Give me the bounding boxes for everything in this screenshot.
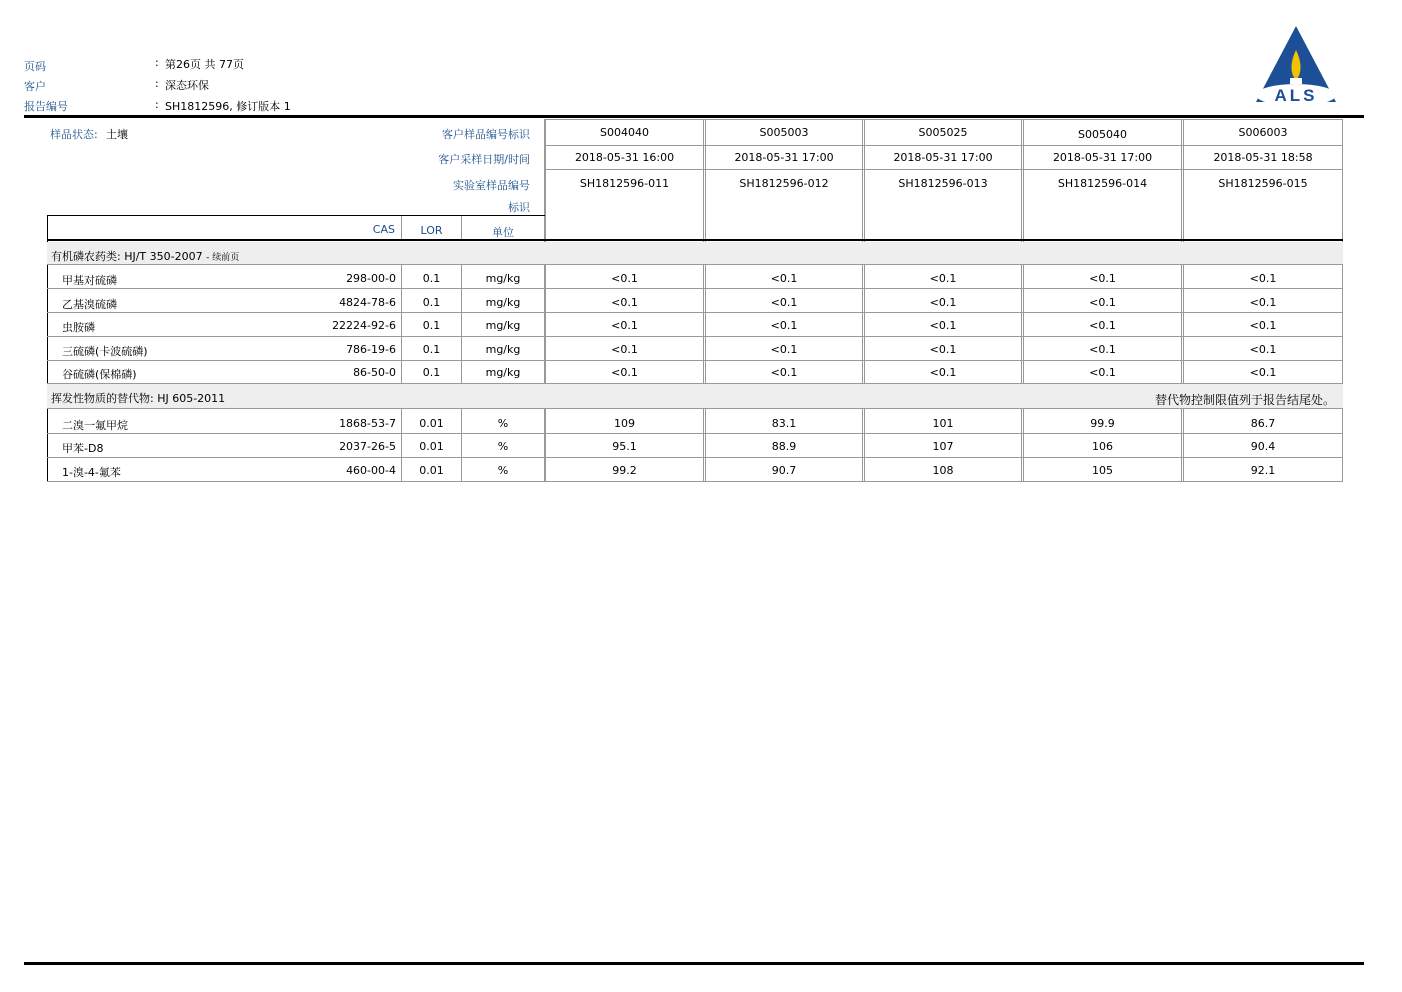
report-number-colon: : — [155, 98, 159, 111]
lor-header: LOR — [420, 224, 443, 237]
result-value: <0.1 — [611, 319, 638, 332]
result-value: 107 — [932, 440, 954, 453]
sample-id: S004040 — [600, 126, 649, 139]
section-title-text: 有机磷农药类: HJ/T 350-2007 — [51, 250, 203, 263]
logo-text: ALS — [1274, 86, 1318, 105]
result-value: <0.1 — [929, 319, 957, 332]
result-value: <0.1 — [611, 272, 638, 285]
result-value: <0.1 — [929, 272, 957, 285]
result-value: 108 — [932, 464, 954, 477]
result-value: 105 — [1092, 464, 1113, 477]
sample-id: S005003 — [759, 126, 809, 139]
lab-sample-number: SH1812596-013 — [898, 177, 988, 190]
sample-id: S005040 — [1078, 128, 1127, 141]
result-value: 90.7 — [771, 464, 797, 477]
lab-sample-number: SH1812596-012 — [739, 177, 829, 190]
client-colon: : — [155, 77, 159, 90]
cas-number: 22224-92-6 — [332, 319, 396, 332]
result-value: 95.1 — [612, 440, 637, 453]
section-title-surrogates: 挥发性物质的替代物: HJ 605-2011 — [51, 392, 226, 405]
unit-value: % — [497, 464, 509, 477]
cas-number: 298-00-0 — [346, 272, 396, 285]
result-value: 109 — [614, 417, 635, 430]
result-value: <0.1 — [1249, 296, 1277, 309]
sample-date: 2018-05-31 17:00 — [734, 151, 834, 164]
unit-value: mg/kg — [485, 272, 521, 285]
result-value: <0.1 — [1089, 343, 1116, 356]
result-value: <0.1 — [1089, 296, 1116, 309]
sample-date: 2018-05-31 18:58 — [1213, 151, 1313, 164]
lab-sample-id-label: 实验室样品编号 — [453, 179, 530, 192]
result-value: 99.9 — [1090, 417, 1115, 430]
lor-value: 0.01 — [419, 464, 444, 477]
sample-state-label: 样品状态: — [50, 128, 98, 141]
unit-value: mg/kg — [485, 343, 521, 356]
unit-value: % — [497, 417, 509, 430]
result-value: <0.1 — [1249, 366, 1277, 379]
als-logo-icon — [1252, 22, 1340, 108]
client-sample-id-label: 客户样品编号标识 — [442, 128, 530, 141]
result-value: 86.7 — [1250, 417, 1276, 430]
lor-value: 0.1 — [422, 296, 441, 309]
sample-date: 2018-05-31 17:00 — [893, 151, 993, 164]
result-value: <0.1 — [770, 296, 798, 309]
result-value: <0.1 — [770, 366, 798, 379]
unit-header: 单位 — [492, 226, 514, 239]
result-value: <0.1 — [611, 296, 638, 309]
compound-name: 乙基溴硫磷 — [62, 298, 117, 311]
report-number-value: SH1812596, 修订版本 1 — [165, 100, 291, 113]
cas-number: 786-19-6 — [346, 343, 396, 356]
unit-value: % — [497, 440, 509, 453]
result-value: <0.1 — [1249, 272, 1277, 285]
unit-value: mg/kg — [485, 366, 521, 379]
lab-sample-number: SH1812596-014 — [1057, 177, 1148, 190]
lab-sample-id-label-2: 标识 — [508, 201, 530, 214]
page-colon: : — [155, 56, 159, 69]
compound-name: 二溴一氟甲烷 — [62, 419, 128, 432]
sampling-datetime-label: 客户采样日期/时间 — [438, 153, 530, 166]
sample-date: 2018-05-31 16:00 — [574, 151, 675, 164]
compound-name: 三硫磷(卡波硫磷) — [62, 345, 148, 358]
result-value: <0.1 — [929, 296, 957, 309]
lor-value: 0.01 — [419, 417, 444, 430]
client-label: 客户 — [24, 80, 46, 93]
unit-value: mg/kg — [485, 319, 521, 332]
compound-name: 甲基对硫磷 — [62, 274, 117, 287]
compound-name: 1-溴-4-氟苯 — [62, 466, 121, 479]
result-value: <0.1 — [770, 319, 798, 332]
result-value: <0.1 — [770, 343, 798, 356]
cas-number: 86-50-0 — [353, 366, 396, 379]
lab-sample-number: SH1812596-011 — [579, 177, 670, 190]
sample-id: S006003 — [1238, 126, 1288, 139]
page-label: 页码 — [24, 60, 46, 73]
result-value: 106 — [1092, 440, 1113, 453]
section-title-suffix: - 续前页 — [206, 253, 240, 263]
cas-number: 460-00-4 — [346, 464, 396, 477]
client-value: 深态环保 — [165, 79, 209, 92]
unit-value: mg/kg — [485, 296, 521, 309]
sample-date: 2018-05-31 17:00 — [1052, 151, 1153, 164]
section-title-op-pesticides — [51, 248, 239, 264]
lor-value: 0.1 — [422, 272, 441, 285]
cas-number: 1868-53-7 — [339, 417, 396, 430]
lab-sample-number: SH1812596-015 — [1218, 177, 1308, 190]
result-value: 101 — [932, 417, 954, 430]
result-value: <0.1 — [1089, 319, 1116, 332]
result-value: 90.4 — [1250, 440, 1276, 453]
result-value: 92.1 — [1250, 464, 1276, 477]
result-value: <0.1 — [1249, 319, 1277, 332]
header-rule — [24, 115, 1364, 118]
surrogate-note: 替代物控制限值列于报告结尾处。 — [1154, 393, 1335, 407]
compound-name: 虫胺磷 — [62, 321, 95, 334]
compound-name: 谷硫磷(保棉磷) — [62, 368, 137, 381]
result-value: <0.1 — [1249, 343, 1277, 356]
result-value: <0.1 — [929, 366, 957, 379]
sample-state-value: 土壤 — [106, 128, 128, 141]
result-value: <0.1 — [770, 272, 798, 285]
lor-value: 0.1 — [422, 343, 441, 356]
lor-value: 0.1 — [422, 366, 441, 379]
lor-value: 0.01 — [419, 440, 444, 453]
lor-value: 0.1 — [422, 319, 441, 332]
compound-name: 甲苯-D8 — [62, 442, 104, 455]
result-value: <0.1 — [1089, 366, 1116, 379]
result-value: 88.9 — [771, 440, 797, 453]
als-logo — [1252, 22, 1340, 108]
report-number-label: 报告编号 — [24, 100, 68, 113]
result-value: 83.1 — [771, 417, 797, 430]
cas-number: 4824-78-6 — [339, 296, 396, 309]
result-value: <0.1 — [929, 343, 957, 356]
result-value: <0.1 — [611, 343, 638, 356]
footer-rule — [24, 962, 1364, 965]
cas-header: CAS — [372, 223, 395, 236]
page-value: 第26页 共 77页 — [165, 58, 244, 71]
cas-number: 2037-26-5 — [339, 440, 396, 453]
result-value: <0.1 — [1089, 272, 1116, 285]
result-value: <0.1 — [611, 366, 638, 379]
result-value: 99.2 — [612, 464, 637, 477]
sample-id: S005025 — [918, 126, 968, 139]
